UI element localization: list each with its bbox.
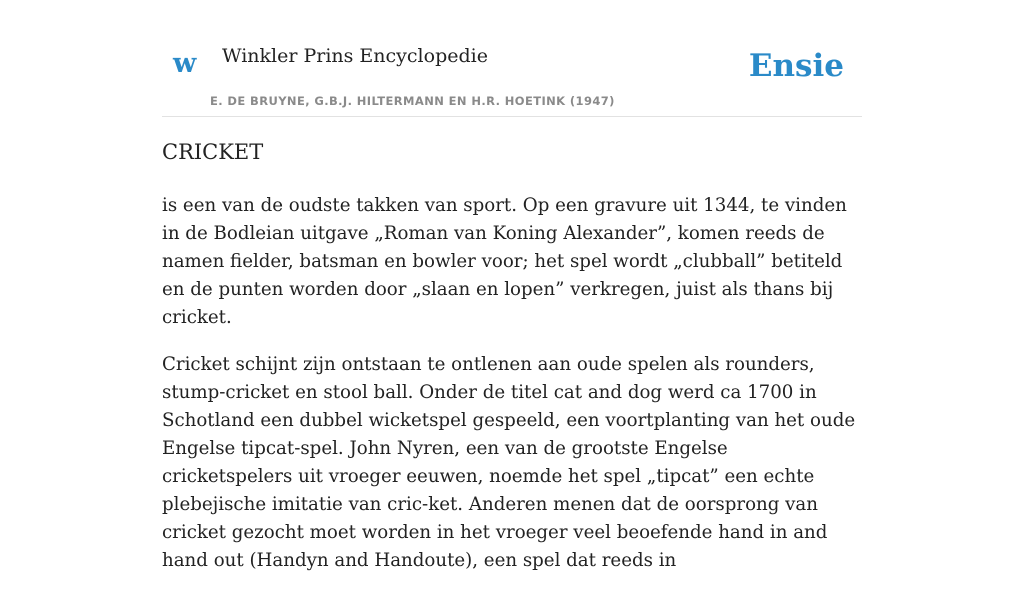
- article-body: [162, 192, 862, 594]
- winkler-prins-logo-icon[interactable]: w: [173, 48, 197, 79]
- site-title[interactable]: Winkler Prins Encyclopedie: [222, 45, 488, 67]
- site-header: [162, 0, 862, 117]
- article-paragraph: is een van de oudste takken van sport. Op een gravure uit 1344, te vinden in de Bodleian uitgave „Roman van Koning Alexander”, komen reeds de namen fielder, batsman en bowler voor; het spel wordt „clubball” betiteld en de punten worden door „slaan en lopen” verkregen, juist als thans bij cricket.: [162, 195, 847, 328]
- ensie-logo[interactable]: Ensie: [748, 48, 844, 84]
- article-title: CRICKET: [162, 140, 264, 164]
- article-paragraph: Cricket schijnt zijn ontstaan te ontlenen aan oude spelen als rounders, stump-cricket en stool ball. Onder de titel cat and dog werd ca 1700 in Schotland een dubbel wicketspel gespeeld, een voortplanting van het oude Engelse tipcat-spel. John Nyren, een van de grootste Engelse cricketspelers uit vroeger eeuwen, noemde het spel „tipcat” een echte plebejische imitatie van cric-ket. Anderen menen dat de oorsprong van cricket gezocht moet worden in het vroeger veel beoefende hand in and hand out (Handyn and Handoute), een spel dat reeds in: [162, 354, 856, 571]
- site-subtitle: E. DE BRUYNE, G.B.J. HILTERMANN EN H.R. HOETINK (1947): [210, 94, 615, 108]
